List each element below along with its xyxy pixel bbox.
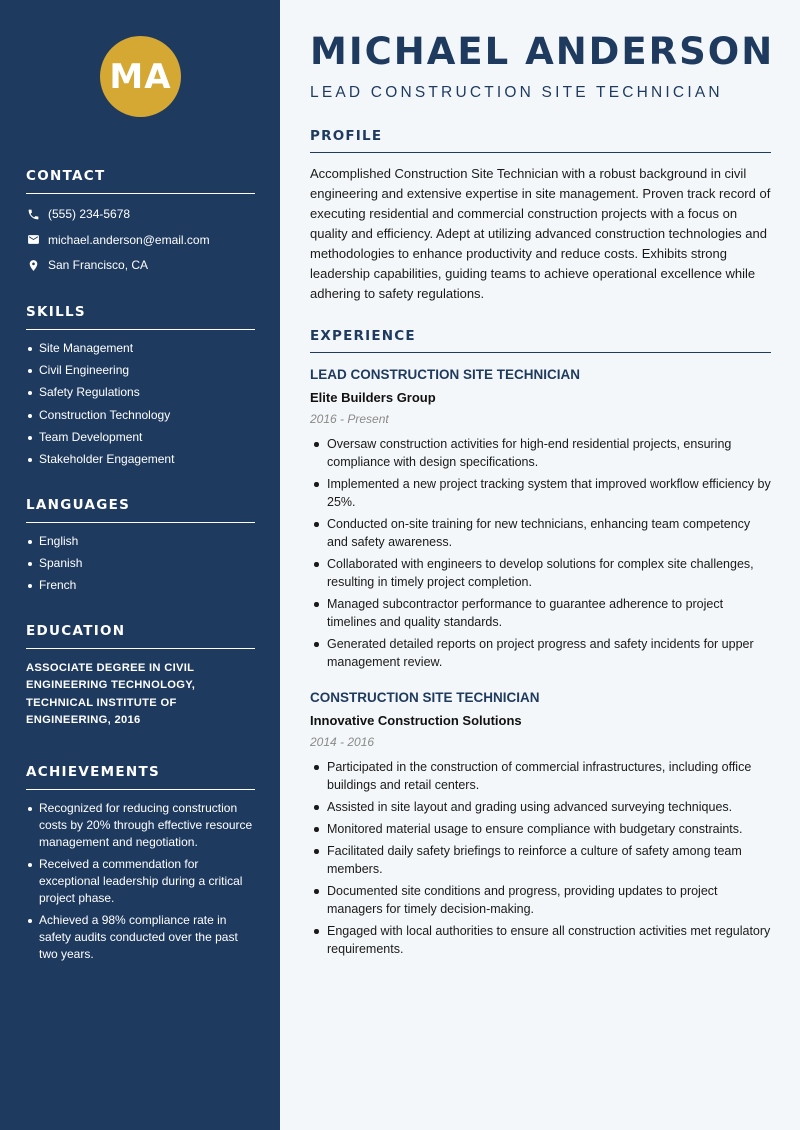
achievements-section	[26, 764, 255, 969]
job-title: CONSTRUCTION SITE TECHNICIAN	[310, 690, 540, 705]
achievement-item: Recognized for reducing construction costs by 20% through effective resource management and negotiation.	[26, 800, 255, 851]
contact-location	[26, 256, 255, 274]
contact-heading: CONTACT	[26, 168, 255, 194]
languages-heading: LANGUAGES	[26, 497, 255, 523]
profile-section	[310, 128, 771, 304]
job-bullets	[310, 435, 771, 671]
skill-item: Safety Regulations	[26, 384, 255, 401]
job-bullets	[310, 758, 771, 958]
achievements-heading: ACHIEVEMENTS	[26, 764, 255, 790]
job-bullet: Facilitated daily safety briefings to reinforce a culture of safety among team members.	[310, 842, 771, 878]
job-bullet: Participated in the construction of commercial infrastructures, including office buildings and retail centers.	[310, 758, 771, 794]
contact-email[interactable]	[26, 231, 255, 249]
skills-section	[26, 304, 255, 473]
skill-item: Team Development	[26, 429, 255, 446]
job-bullet: Oversaw construction activities for high-end residential projects, ensuring compliance with design specifications.	[310, 435, 771, 471]
language-item: French	[26, 577, 255, 594]
language-item: English	[26, 533, 255, 550]
sidebar	[0, 0, 280, 1130]
experience-section	[310, 328, 771, 353]
candidate-name: MICHAEL ANDERSON	[310, 30, 775, 73]
achievement-item: Received a commendation for exceptional leadership during a critical project phase.	[26, 856, 255, 907]
skill-item: Construction Technology	[26, 407, 255, 424]
job-bullet: Monitored material usage to ensure compliance with budgetary constraints.	[310, 820, 771, 838]
candidate-role: LEAD CONSTRUCTION SITE TECHNICIAN	[310, 84, 723, 101]
phone-text: (555) 234-5678	[48, 207, 131, 221]
job-bullet: Implemented a new project tracking system that improved workflow efficiency by 25%.	[310, 475, 771, 511]
skills-heading: SKILLS	[26, 304, 255, 330]
job-dates: 2014 - 2016	[310, 735, 375, 749]
mail-icon	[26, 233, 40, 247]
education-section	[26, 623, 255, 729]
job-entry	[310, 366, 771, 675]
job-bullet: Managed subcontractor performance to guarantee adherence to project timelines and quality standards.	[310, 595, 771, 631]
profile-text: Accomplished Construction Site Technician with a robust background in civil engineering and extensive expertise in site management. Proven track record of executing residential and commercial construction projects with a focus on quality and efficiency. Adept at utilizing advanced construction technologies and methodologies to enhance productivity and reduce costs. Exhibits strong leadership capabilities, guiding teams to achieve operational excellence while adhering to safety regulations.	[310, 166, 771, 301]
languages-section	[26, 497, 255, 600]
skill-item: Site Management	[26, 340, 255, 357]
job-bullet: Generated detailed reports on project progress and safety incidents for upper management review.	[310, 635, 771, 671]
location-pin-icon	[26, 258, 40, 272]
email-text: michael.anderson@email.com	[48, 232, 210, 247]
job-bullet: Assisted in site layout and grading using advanced surveying techniques.	[310, 798, 771, 816]
avatar: MA	[100, 36, 181, 117]
job-bullet: Engaged with local authorities to ensure all construction activities met regulatory requirements.	[310, 922, 771, 958]
job-company: Elite Builders Group	[310, 390, 436, 405]
contact-section	[26, 168, 255, 274]
languages-list	[26, 533, 255, 594]
job-company: Innovative Construction Solutions	[310, 713, 522, 728]
achievement-item: Achieved a 98% compliance rate in safety audits conducted over the past two years.	[26, 912, 255, 963]
skill-item: Stakeholder Engagement	[26, 451, 255, 468]
job-title: LEAD CONSTRUCTION SITE TECHNICIAN	[310, 367, 580, 382]
job-dates: 2016 - Present	[310, 412, 389, 426]
language-item: Spanish	[26, 555, 255, 572]
job-bullet: Documented site conditions and progress, providing updates to project managers for timely decision-making.	[310, 882, 771, 918]
job-entry	[310, 689, 771, 962]
phone-icon	[26, 207, 40, 221]
education-entry: ASSOCIATE DEGREE IN CIVIL ENGINEERING TECHNOLOGY, TECHNICAL INSTITUTE OF ENGINEERING, 2016	[26, 662, 196, 726]
achievements-list	[26, 800, 255, 963]
education-heading: EDUCATION	[26, 623, 255, 649]
skill-item: Civil Engineering	[26, 362, 255, 379]
location-text: San Francisco, CA	[48, 258, 149, 272]
experience-heading: EXPERIENCE	[310, 328, 771, 353]
job-bullet: Collaborated with engineers to develop solutions for complex site challenges, resulting in timely project completion.	[310, 555, 771, 591]
skills-list	[26, 340, 255, 468]
job-bullet: Conducted on-site training for new technicians, enhancing team competency and safety awareness.	[310, 515, 771, 551]
profile-heading: PROFILE	[310, 128, 771, 153]
contact-phone[interactable]	[26, 205, 255, 223]
